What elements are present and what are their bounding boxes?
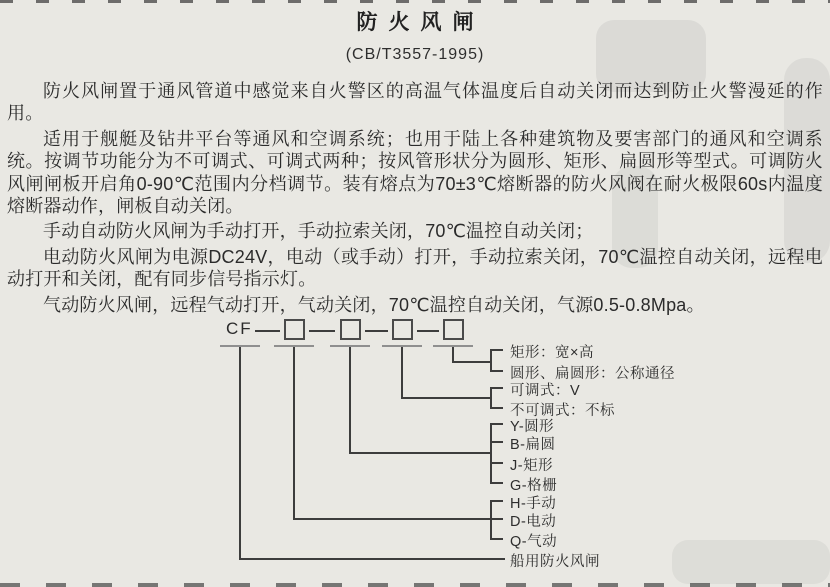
code-dash [255, 330, 280, 332]
code-dash [417, 330, 439, 332]
diagram-label: H-手动 [510, 496, 557, 512]
code-box-4 [443, 319, 464, 340]
diagram-label: 可调式：V [510, 383, 581, 399]
diagram-label: 圆形、扁圆形：公称通径 [510, 366, 675, 382]
diagram-label: B-扁圆 [510, 437, 556, 453]
diagram-label: G-格栅 [510, 478, 558, 494]
connector-line [401, 397, 490, 399]
diagram-label: Y-圆形 [510, 419, 555, 435]
connector-line [452, 361, 490, 363]
scan-edge-marks-top [0, 0, 830, 3]
bracket-line [490, 423, 492, 483]
bracket-tick [490, 500, 503, 502]
diagram-label: Q-气动 [510, 534, 558, 550]
connector-line [401, 347, 403, 398]
body-paragraph: 手动自动防火风闸为手动打开，手动拉索关闭，70℃温控自动关闭； [43, 221, 594, 242]
body-paragraph: 防火风闸置于通风管道中感觉来自火警区的高温气体温度后自动关闭而达到防止火警漫延的作用。 [7, 81, 823, 124]
bracket-tick [490, 538, 503, 540]
bracket-tick [490, 349, 503, 351]
bracket-tick [490, 407, 503, 409]
code-dash [309, 330, 335, 332]
code-box-1 [284, 319, 305, 340]
diagram-label: 船用防火风闸 [510, 554, 600, 570]
bracket-line [490, 387, 492, 408]
bracket-tick [490, 462, 503, 464]
body-text [7, 80, 823, 316]
bracket-tick [490, 387, 503, 389]
connector-line [293, 518, 490, 520]
connector-line [239, 558, 505, 560]
body-paragraph: 电动防火风闸为电源DC24V，电动（或手动）打开，手动拉索关闭，70℃温控自动关闭，远程电动打开和关闭，配有同步信号指示灯。 [7, 246, 823, 290]
connector-line [349, 347, 351, 453]
bracket-tick [490, 370, 503, 372]
connector-line [349, 452, 490, 454]
diagram-label: J-矩形 [510, 458, 554, 474]
scan-artifact [672, 540, 830, 584]
code-box-2 [340, 319, 361, 340]
bracket-line [490, 349, 492, 371]
code-prefix: CF [226, 319, 253, 338]
diagram-label: 矩形：宽×高 [510, 345, 594, 361]
bracket-line [490, 500, 492, 539]
code-box-3 [392, 319, 413, 340]
diagram-label: 不可调式：不标 [510, 403, 615, 419]
code-dash [365, 330, 388, 332]
body-paragraph: 适用于舰艇及钻井平台等通风和空调系统；也用于陆上各种建筑物及要害部门的通风和空调系统。按调节功能分为不可调式、可调式两种；按风管形状分为圆形、矩形、扁圆形等型式。可调防火风闸闸板开启角0-90℃范围内分档调节。装有熔点为70±3℃熔断器的防火风阀在耐火极限60s内温度熔断器动作，闸板自动关闭。 [7, 128, 823, 217]
connector-line [452, 347, 454, 362]
bracket-tick [490, 423, 503, 425]
connector-line [239, 347, 241, 559]
standard-number: (CB/T3557-1995) [345, 46, 485, 63]
bracket-tick [490, 441, 503, 443]
bracket-tick [490, 518, 503, 520]
document-title: 防火风闸 [356, 11, 485, 34]
scan-edge-marks-bottom [0, 583, 830, 587]
connector-line [293, 347, 295, 519]
body-paragraph: 气动防火风闸，远程气动打开，气动关闭，70℃温控自动关闭，气源0.5-0.8Mpa。 [43, 294, 705, 315]
diagram-label: D-电动 [510, 514, 557, 530]
bracket-tick [490, 482, 503, 484]
